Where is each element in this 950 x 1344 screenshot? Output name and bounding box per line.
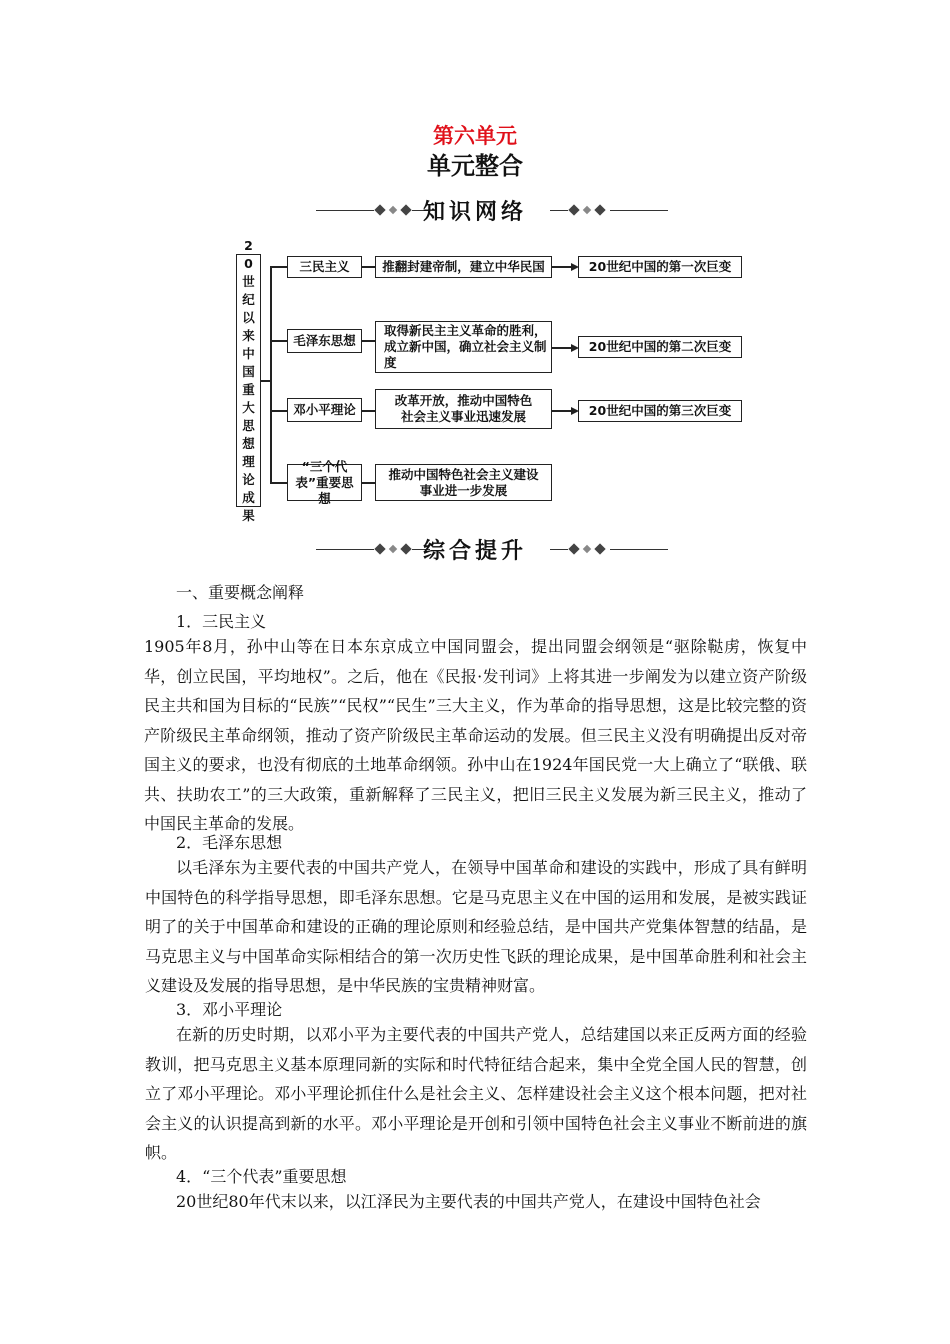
paragraph [145, 853, 807, 1001]
result-box [578, 400, 742, 422]
content-box [375, 389, 552, 429]
connector [270, 482, 287, 484]
connector [362, 266, 375, 268]
item-heading: 1．三民主义 [176, 612, 267, 631]
connector [270, 410, 287, 412]
unit-label: 第六单元 [433, 124, 517, 148]
connector [270, 340, 287, 342]
content-box [375, 464, 552, 501]
connector [552, 347, 572, 349]
section-title-knowledge: 知识网络 [422, 200, 527, 225]
theory-box [287, 398, 362, 422]
page-title: 单元整合 [427, 152, 523, 180]
section-title-summary: 综合提升 [422, 539, 527, 564]
connector [552, 266, 572, 268]
theory-label: 邓小平理论 [293, 402, 356, 417]
content-label: 推动中国特色社会主义建设事业进一步发展 [388, 466, 539, 498]
paragraph-text: 20世纪80年代末以来，以江泽民为主要代表的中国共产党人，在建设中国特色社会 [176, 1192, 761, 1211]
result-label: 20世纪中国的第一次巨变 [588, 259, 732, 274]
theory-label: 三民主义 [299, 259, 350, 274]
divider-line [610, 549, 668, 550]
content-label: 改革开放，推动中国特色社会主义事业迅速发展 [394, 393, 533, 424]
paragraph [145, 632, 807, 839]
divider-line [550, 549, 568, 550]
theory-box [287, 256, 362, 278]
diagram-root-box [236, 237, 261, 523]
theory-label: “三个代表”重要思想 [295, 458, 354, 506]
connector [362, 482, 375, 484]
connector [362, 340, 375, 342]
theory-box [287, 329, 362, 353]
paragraph-text: 在新的历史时期，以邓小平为主要代表的中国共产党人，总结建国以来正反两方面的经验教训，把马克思主义基本原理同新的实际和时代特征结合起来，集中全党全国人民的智慧，创立了邓小平理论。邓小平理论抓住什么是社会主义、怎样建设社会主义这个根本问题，把对社会主义的认识提高到新的水平。邓小平理论是开创和引领中国特色社会主义事业不断前进的旗帜。 [145, 1025, 807, 1162]
section-heading: 一、重要概念阐释 [176, 583, 305, 602]
diagram-root-label: 20世纪以来中国重大思想理论成果 [242, 237, 255, 523]
result-label: 20世纪中国的第三次巨变 [588, 403, 732, 418]
paragraph-text: 以毛泽东为主要代表的中国共产党人，在领导中国革命和建设的实践中，形成了具有鲜明中国特色的科学指导思想，即毛泽东思想。它是马克思主义在中国的运用和发展，是被实践证明了的关于中国革命和建设的正确的理论原则和经验总结，是中国共产党集体智慧的结晶，是马克思主义与中国革命实际相结合的第一次历史性飞跃的理论成果，是中国革命胜利和社会主义建设及发展的指导思想，是中华民族的宝贵精神财富。 [145, 858, 807, 995]
result-label: 20世纪中国的第二次巨变 [588, 339, 732, 354]
item-heading: 4．“三个代表”重要思想 [176, 1167, 347, 1186]
connector [270, 266, 287, 268]
content-label: 推翻封建帝制，建立中华民国 [382, 259, 545, 274]
theory-label: 毛泽东思想 [293, 333, 356, 348]
connector [362, 410, 375, 412]
paragraph [145, 1187, 807, 1217]
item-heading: 3．邓小平理论 [176, 1000, 283, 1019]
theory-box [287, 458, 362, 506]
divider-line [610, 210, 668, 211]
divider-line [550, 210, 568, 211]
connector [270, 266, 272, 482]
content-label: 取得新民主主义革命的胜利，成立新中国，确立社会主义制度 [384, 323, 547, 370]
connector [552, 410, 572, 412]
paragraph [145, 1020, 807, 1168]
result-box [578, 256, 742, 278]
item-heading: 2．毛泽东思想 [176, 833, 283, 852]
paragraph-text: 1905年8月，孙中山等在日本东京成立中国同盟会，提出同盟会纲领是“驱除鞑虏，恢复中华，创立民国，平均地权”。之后，他在《民报·发刊词》上将其进一步阐发为以建立资产阶级民主共和国为目标的“民族”“民权”“民生”三大主义，作为革命的指导思想，这是比较完整的资产阶级民主革命纲领，推动了资产阶级民主革命运动的发展。但三民主义没有明确提出反对帝国主义的要求，也没有彻底的土地革命纲领。孙中山在1924年国民党一大上确立了“联俄、联共、扶助农工”的三大政策，重新解释了三民主义，把旧三民主义发展为新三民主义，推动了中国民主革命的发展。 [144, 637, 807, 833]
result-box [578, 336, 742, 358]
content-box [375, 321, 552, 373]
content-box [375, 256, 552, 278]
